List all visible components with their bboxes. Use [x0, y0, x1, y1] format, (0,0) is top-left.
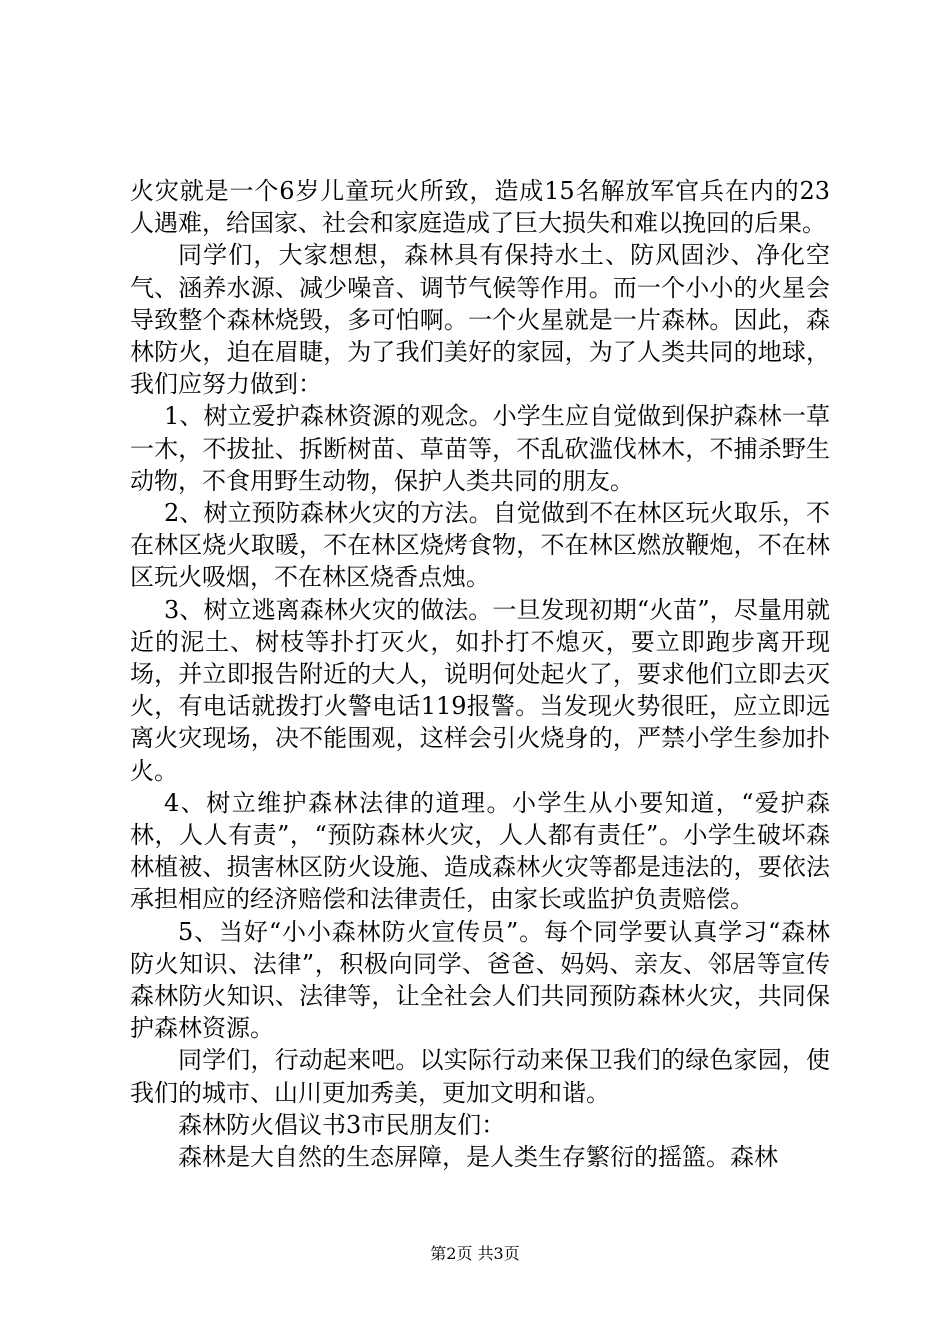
- paragraph-intro: 同学们，大家想想，森林具有保持水土、防风固沙、净化空气、涵养水源、减少噪音、调节气候等作用。而一个小小的火星会导致整个森林烧毁，多可怕啊。一个火星就是一片森林。因此，森林防火，迫在眉睫，为了我们美好的家园，为了人类共同的地球，我们应努力做到：: [130, 241, 830, 399]
- paragraph-continuation: 火灾就是一个6岁儿童玩火所致，造成15名解放军官兵在内的23人遇难，给国家、社会和家庭造成了巨大损失和难以挽回的后果。: [130, 177, 830, 238]
- paragraph-heading-3: 森林防火倡议书3市民朋友们：: [178, 1110, 506, 1139]
- paragraph-new-letter: 森林是大自然的生态屏障，是人类生存繁衍的摇篮。森林: [178, 1143, 778, 1172]
- page-footer: 第2页 共3页: [430, 1244, 520, 1263]
- paragraph-call-to-action: 同学们，行动起来吧。以实际行动来保卫我们的绿色家园，使我们的城市、山川更加秀美，更加文明和谐。: [130, 1046, 830, 1107]
- paragraph-item-3: 3、树立逃离森林火灾的做法。一旦发现初期“火苗”，尽量用就近的泥土、树枝等扑打灭火，如扑打不熄灭，要立即跑步离开现场，并立即报告附近的大人，说明何处起火了，要求他们立即去灭火，有电话就拨打火警电话119报警。当发现火势很旺，应立即远离火灾现场，决不能围观，这样会引火烧身的，严禁小学生参加扑火。: [130, 595, 830, 785]
- paragraph-item-5: 5、当好“小小森林防火宣传员”。每个同学要认真学习“森林防火知识、法律”，积极向同学、爸爸、妈妈、亲友、邻居等宣传森林防火知识、法律等，让全社会人们共同预防森林火灾，共同保护森林资源。: [130, 917, 830, 1043]
- paragraph-item-1: 1、树立爱护森林资源的观念。小学生应自觉做到保护森林一草一木，不拔扯、拆断树苗、草苗等，不乱砍滥伐林木，不捕杀野生动物，不食用野生动物，保护人类共同的朋友。: [130, 402, 830, 495]
- paragraph-item-4: 4、树立维护森林法律的道理。小学生从小要知道，“爱护森林，人人有责”，“预防森林火灾，人人都有责任”。小学生破坏森林植被、损害林区防火设施、造成森林火灾等都是违法的，要依法承担相应的经济赔偿和法律责任，由家长或监护负责赔偿。: [130, 788, 830, 914]
- document-body: [130, 175, 830, 1173]
- paragraph-item-2: 2、树立预防森林火灾的方法。自觉做到不在林区玩火取乐，不在林区烧火取暖，不在林区烧烤食物，不在林区燃放鞭炮，不在林区玩火吸烟，不在林区烧香点烛。: [130, 499, 830, 592]
